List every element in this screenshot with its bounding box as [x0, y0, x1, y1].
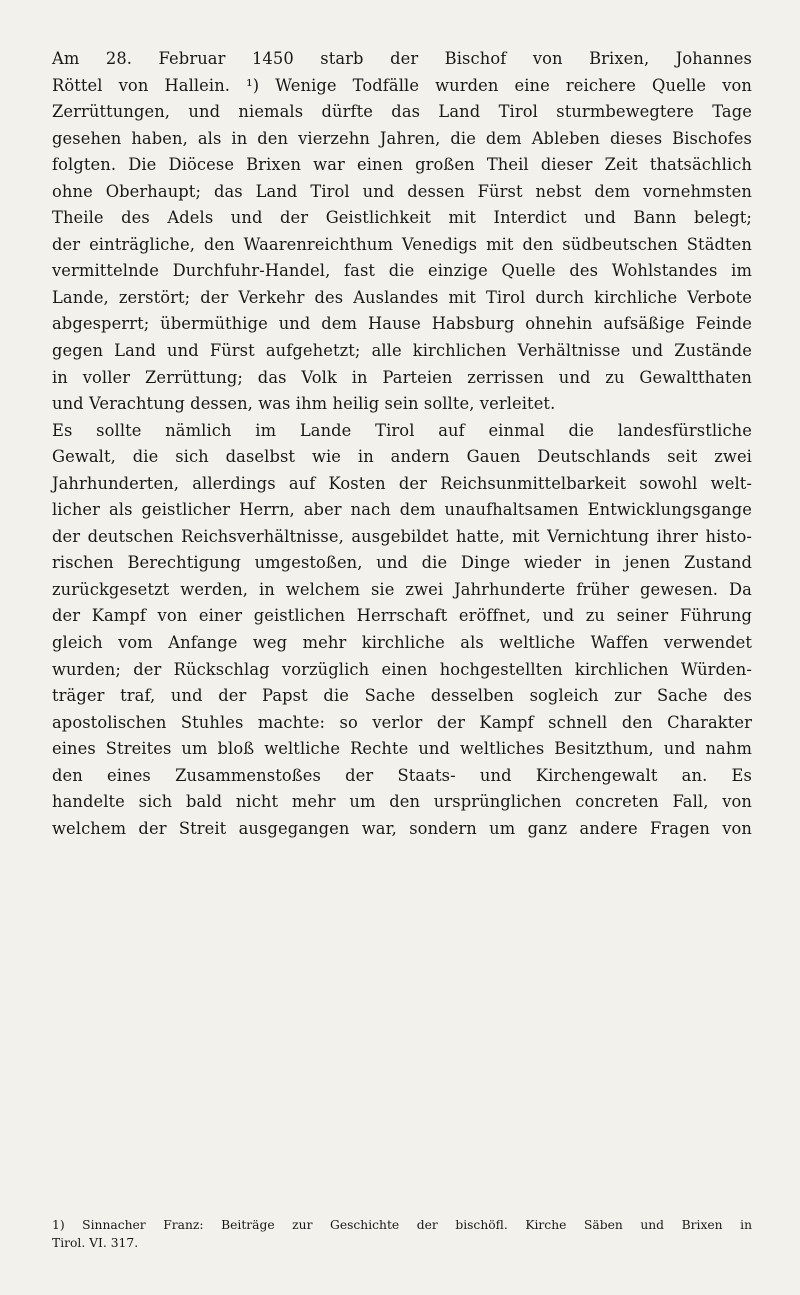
text-line: gleich vom Anfange weg mehr kirchliche als weltliche Waffen verwendet	[52, 633, 752, 653]
text-line: träger traf, und der Papst die Sache desselben sogleich zur Sache des	[52, 686, 752, 706]
text-line: Röttel von Hallein. ¹) Wenige Todfälle wurden eine reichere Quelle von	[52, 75, 752, 95]
text-line: gesehen haben, als in den vierzehn Jahren, die dem Ableben dieses Bischofes	[52, 128, 752, 148]
text-line: apostolischen Stuhles machte: so verlor der Kampf schnell den Charakter	[52, 712, 752, 732]
text-line: folgten. Die Diöcese Brixen war einen großen Theil dieser Zeit thatsächlich	[52, 155, 752, 175]
text-line: in voller Zerrüttung; das Volk in Parteien zerrissen und zu Gewaltthaten	[52, 367, 752, 387]
text-line: Jahrhunderten, allerdings auf Kosten der Reichsunmittelbarkeit sowohl welt-	[52, 473, 752, 493]
text-line: der einträgliche, den Waarenreichthum Venedigs mit den südbeutschen Städten	[52, 234, 752, 254]
text-line: rischen Berechtigung umgestoßen, und die Dinge wieder in jenen Zustand	[52, 553, 752, 573]
text-line: licher als geistlicher Herrn, aber nach dem unaufhaltsamen Entwicklungsgange	[52, 500, 752, 520]
main-text	[52, 46, 752, 842]
text-line: welchem der Streit ausgegangen war, sondern um ganz andere Fragen von	[52, 818, 752, 838]
footnote-line: 1) Sinnacher Franz: Beiträge zur Geschichte der bischöfl. Kirche Säben und Brixen in	[52, 1218, 752, 1232]
text-line: Gewalt, die sich daselbst wie in andern Gauen Deutschlands seit zwei	[52, 447, 752, 467]
text-line: Zerrüttungen, und niemals dürfte das Land Tirol sturmbewegtere Tage	[52, 102, 752, 122]
text-line: der deutschen Reichsverhältnisse, ausgebildet hatte, mit Vernichtung ihrer histo-	[52, 526, 752, 546]
text-line: der Kampf von einer geistlichen Herrschaft eröffnet, und zu seiner Führung	[52, 606, 752, 626]
text-line: wurden; der Rückschlag vorzüglich einen hochgestellten kirchlichen Würden-	[52, 659, 752, 679]
text-line: Es sollte nämlich im Lande Tirol auf einmal die landesfürstliche	[52, 420, 752, 440]
text-line: zurückgesetzt werden, in welchem sie zwei Jahrhunderte früher gewesen. Da	[52, 579, 752, 599]
footnotes	[52, 1216, 752, 1252]
text-line: Lande, zerstört; der Verkehr des Auslandes mit Tirol durch kirchliche Verbote	[52, 287, 752, 307]
text-line: ohne Oberhaupt; das Land Tirol und dessen Fürst nebst dem vornehmsten	[52, 181, 752, 201]
footnote-line: Tirol. VI. 317.	[52, 1236, 139, 1250]
text-line: gegen Land und Fürst aufgehetzt; alle kirchlichen Verhältnisse und Zustände	[52, 341, 752, 361]
text-line: Theile des Adels und der Geistlichkeit mit Interdict und Bann belegt;	[52, 208, 752, 228]
text-line: Am 28. Februar 1450 starb der Bischof von Brixen, Johannes	[52, 49, 752, 68]
text-line: eines Streites um bloß weltliche Rechte und weltliches Besitzthum, und nahm	[52, 739, 752, 759]
text-line: den eines Zusammenstoßes der Staats- und Kirchengewalt an. Es	[52, 765, 752, 785]
text-line: abgesperrt; übermüthige und dem Hause Habsburg ohnehin aufsäßige Feinde	[52, 314, 752, 334]
text-line: vermittelnde Durchfuhr-Handel, fast die einzige Quelle des Wohlstandes im	[52, 261, 752, 281]
text-line: und Verachtung dessen, was ihm heilig sein sollte, verleitet.	[52, 394, 556, 414]
text-line: handelte sich bald nicht mehr um den ursprünglichen concreten Fall, von	[52, 792, 752, 812]
